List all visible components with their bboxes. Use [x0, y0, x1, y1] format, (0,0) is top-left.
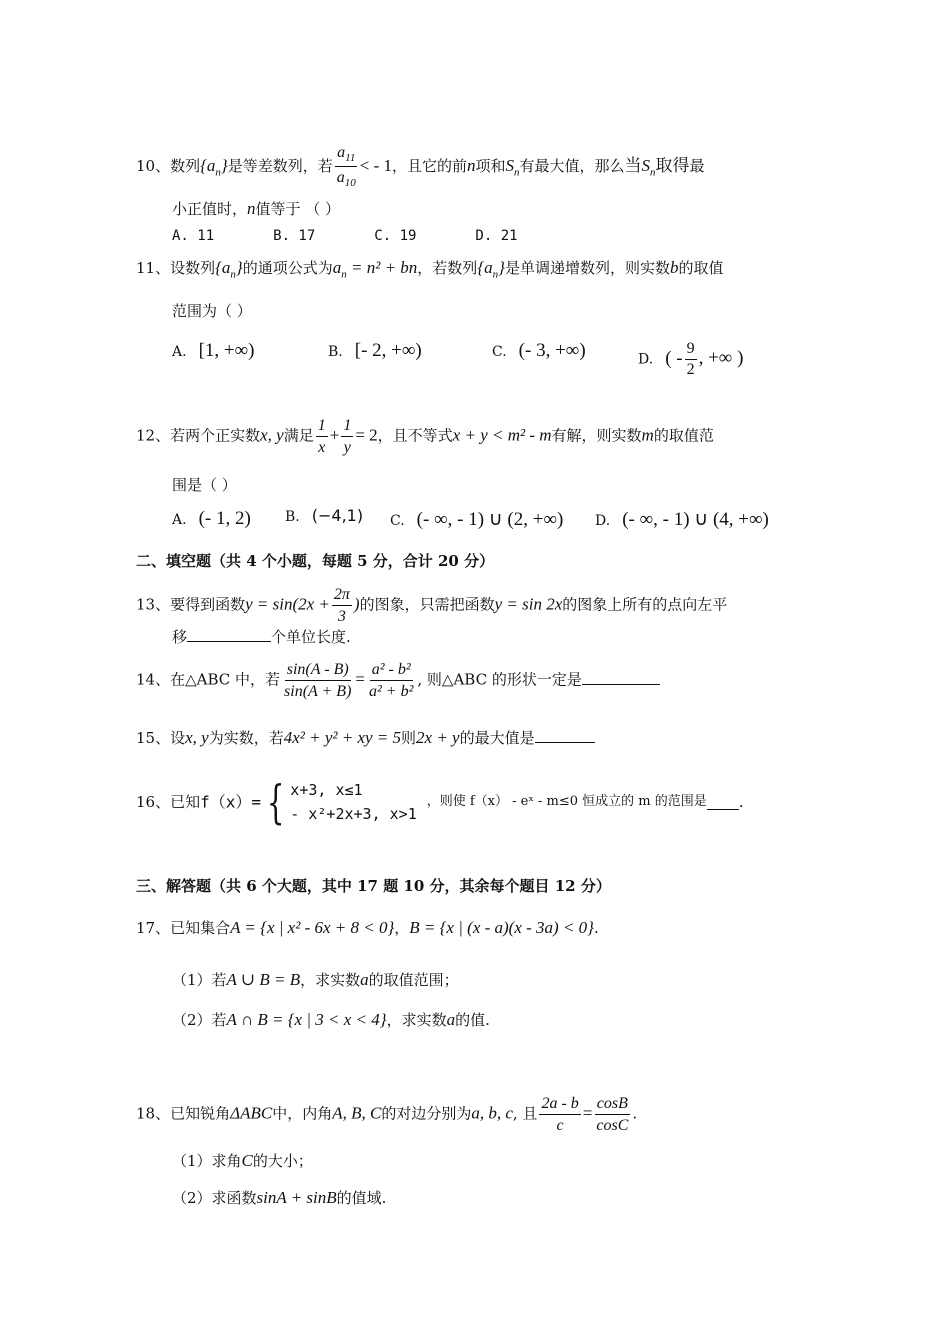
question-17-line-1: 17、已知集合A = {x | x² - 6x + 8 < 0}，B = {x | (x - a)(x - 3a) < 0}.: [136, 918, 599, 937]
question-15: 15、设x, y为实数，若4x² + y² + xy = 5则2x + y的最大值是: [136, 728, 595, 748]
question-12-option-a: A. (- 1, 2): [172, 508, 251, 529]
question-18-line-1: 18、已知锐角ΔABC中，内角A, B, C的对边分别为a, b, c, 且 $\frac{2a - b}{c}$ = $\frac{\cos B}{\cos C}$ .: [136, 1095, 638, 1135]
question-10-line-1: 10、数列$\{a_n\}$是等差数列，若 $\frac{a_{11}}{a_{10}}$ < - 1，且它的前n项和$S_n$有最大值，那么当$S_n$取得最: [136, 144, 705, 190]
answer-blank[interactable]: [535, 728, 595, 743]
question-11-line-2: 范围为（ ）: [172, 302, 252, 320]
question-11-option-b: B. [- 2, +∞): [328, 340, 422, 361]
question-11-option-a: A. [1, +∞): [172, 340, 255, 361]
answer-blank[interactable]: [707, 795, 739, 810]
question-11-line-1: 11、设数列$\{a_n\}$的通项公式为$a_n = n^2$ + bn，若数列$\{a_n\}$是单调递增数列，则实数b的取值: [136, 258, 724, 281]
question-12-line-2: 围是（ ）: [172, 476, 237, 494]
question-16: 16、已知f（x）= { x+3, x≤1 - x²+2x+3, x>1 ，则使 f（x） - eˣ - m≤0 恒成立的 m 的范围是 .: [136, 775, 744, 829]
question-13-line-1: 13、要得到函数y = sin(2x + $\frac{2\pi}{3}$ )的图象，只需把函数y = sin 2x的图象上所有的点向左平: [136, 586, 728, 626]
answer-blank[interactable]: [187, 627, 271, 642]
question-10-line-2: 小正值时，n值等于 （ ）: [172, 199, 341, 218]
question-12-option-d: D. (- ∞, - 1) ∪ (4, +∞): [595, 509, 769, 530]
section-3-heading: 三、解答题（共 6 个大题，其中 17 题 10 分，其余每个题目 12 分）: [136, 877, 611, 895]
piecewise-brace: {: [266, 775, 285, 829]
question-13-line-2: 移 个单位长度.: [172, 628, 351, 646]
question-10-options: A. 11 B. 17 C. 19 D. 21: [172, 228, 518, 244]
question-12-line-1: 12、若两个正实数x, y满足 $\frac{1}{x}$ + $\frac{1}{y}$ = 2，且不等式x + y < m² - m有解，则实数m的取值范: [136, 417, 714, 457]
question-12-option-c: C. (- ∞, - 1) ∪ (2, +∞): [390, 509, 564, 530]
fraction-a11-a10: $\frac{a_{11}}{a_{10}}$: [336, 144, 356, 190]
question-18-part-1: （1）求角C的大小；: [172, 1151, 313, 1170]
question-17-part-1: （1）若A ∪ B = B，求实数a的取值范围；: [172, 970, 459, 989]
question-11-option-d: D. ( - $\frac{9}{2}$ , +∞ ): [638, 340, 744, 378]
question-17-part-2: （2）若A ∩ B = {x | 3 < x < 4}，求实数a的值.: [172, 1010, 490, 1029]
section-2-heading: 二、填空题（共 4 个小题，每题 5 分，合计 20 分）: [136, 552, 495, 570]
answer-blank[interactable]: [582, 670, 660, 685]
question-11-option-c: C. (- 3, +∞): [492, 340, 586, 361]
sequence-a-n: $\{a_n\}$: [200, 155, 228, 179]
question-18-part-2: （2）求函数sinA + sinB的值域.: [172, 1188, 387, 1207]
question-14: 14、在△ABC 中，若 $\frac{\sin(A - B)}{\sin(A + B)}$ = $\frac{\text{a² - b²}}{\text{a² + b²}}$ , 则△ABC 的形状一定是: [136, 660, 660, 701]
piecewise-cases: x+3, x≤1 - x²+2x+3, x>1: [290, 781, 417, 823]
question-12-option-b: B. (−4,1): [285, 506, 364, 525]
formula-an: $a_n = n^2$ + bn: [332, 258, 418, 281]
question-number: 10、: [136, 156, 171, 175]
